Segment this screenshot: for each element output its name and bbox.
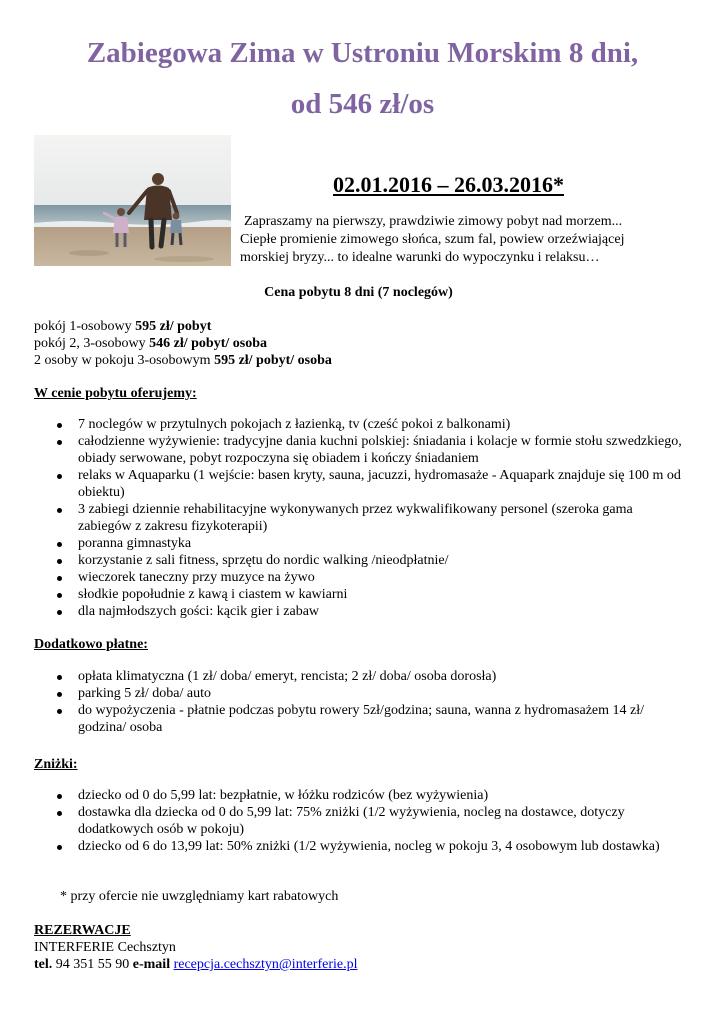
discounts-heading: Zniżki: (34, 757, 78, 772)
phone-number: 94 351 55 90 (52, 957, 133, 972)
contact-line (34, 956, 358, 973)
price-value: 595 zł/ pobyt (135, 319, 212, 334)
list-item: 7 noclegów w przytulnych pokojach z łazienką, tv (cześć pokoi z balkonami) (34, 416, 684, 433)
list-item: parking 5 zł/ doba/ auto (34, 685, 684, 702)
beach-photo (34, 135, 231, 266)
list-item: poranna gimnastyka (34, 535, 684, 552)
reservation-heading: REZERWACJE (34, 923, 131, 938)
list-item: opłata klimatyczna (1 zł/ doba/ emeryt, rencista; 2 zł/ doba/ osoba dorosła) (34, 668, 684, 685)
price-label: pokój 1-osobowy (34, 319, 136, 334)
tel-label: tel. (34, 957, 53, 972)
list-item: słodkie popołudnie z kawą i ciastem w kawiarni (34, 586, 684, 603)
price-row (34, 318, 332, 335)
price-heading: Cena pobytu 8 dni (7 noclegów) (264, 285, 453, 300)
list-item: korzystanie z sali fitness, sprzętu do nordic walking /nieodpłatnie/ (34, 552, 684, 569)
email-link[interactable]: recepcja.cechsztyn@interferie.pl (173, 957, 358, 972)
price-row (34, 352, 332, 369)
price-row (34, 335, 332, 352)
intro-line: Ciepłe promienie zimowego słońca, szum fal, powiew orzeźwiającej (240, 232, 625, 247)
list-item: wieczorek taneczny przy muzyce na żywo (34, 569, 684, 586)
list-item: całodzienne wyżywienie: tradycyjne dania kuchni polskiej: śniadania i kolacje w formie stołu szwedzkiego, obiady serwowane, pobyt rozpoczyna się obiadem i kończy śniadaniem (34, 433, 684, 467)
page-title-line-1: Zabiegowa Zima w Ustroniu Morskim 8 dni, (86, 37, 639, 69)
list-item: do wypożyczenia - płatnie podczas pobytu rowery 5zł/godzina; sauna, wanna z hydromasażem 14 zł/ godzina/ osoba (34, 702, 684, 736)
page-title-line-2: od 546 zł/os (290, 88, 435, 120)
price-label: pokój 2, 3-osobowy (34, 336, 150, 351)
price-value: 546 zł/ pobyt/ osoba (149, 336, 267, 351)
company-name: INTERFERIE Cechsztyn (34, 940, 176, 955)
intro-line: Zapraszamy na pierwszy, prawdziwie zimowy pobyt nad morzem... (244, 214, 623, 229)
list-item: dostawka dla dziecka od 0 do 5,99 lat: 75% zniżki (1/2 wyżywienia, nocleg na dostawce, dotyczy dodatkowych osób w pokoju) (34, 804, 684, 838)
beach-family-image (34, 135, 231, 266)
list-item: 3 zabiegi dziennie rehabilitacyjne wykonywanych przez wykwalifikowany personel (szeroka gama zabiegów z zakresu fizykoterapii) (34, 501, 684, 535)
price-list (34, 318, 332, 369)
list-item: relaks w Aquaparku (1 wejście: basen kryty, sauna, jacuzzi, hydromasaże - Aquapark znajduje się 100 m od obiektu) (34, 467, 684, 501)
list-item: dziecko od 0 do 5,99 lat: bezpłatnie, w łóżku rodziców (bez wyżywienia) (34, 787, 684, 804)
list-item: dla najmłodszych gości: kącik gier i zabaw (34, 603, 684, 620)
price-label: 2 osoby w pokoju 3-osobowym (34, 353, 215, 368)
extra-list (34, 668, 684, 736)
included-heading: W cenie pobytu oferujemy: (34, 386, 197, 401)
intro-line: morskiej bryzy... to idealne warunki do wypoczynku i relaksu… (240, 250, 600, 265)
included-list (34, 416, 684, 620)
reservation-block (34, 922, 358, 973)
list-item: dziecko od 6 do 13,99 lat: 50% zniżki (1/2 wyżywienia, nocleg w pokoju 3, 4 osobowym lub dostawka) (34, 838, 684, 855)
footnote: * przy ofercie nie uwzględniamy kart rabatowych (60, 889, 339, 904)
discounts-list (34, 787, 684, 855)
extra-heading: Dodatkowo płatne: (34, 637, 148, 652)
intro-text (240, 213, 710, 267)
offer-dates: 02.01.2016 – 26.03.2016* (333, 172, 564, 197)
email-label: e-mail (132, 957, 171, 972)
price-value: 595 zł/ pobyt/ osoba (214, 353, 332, 368)
